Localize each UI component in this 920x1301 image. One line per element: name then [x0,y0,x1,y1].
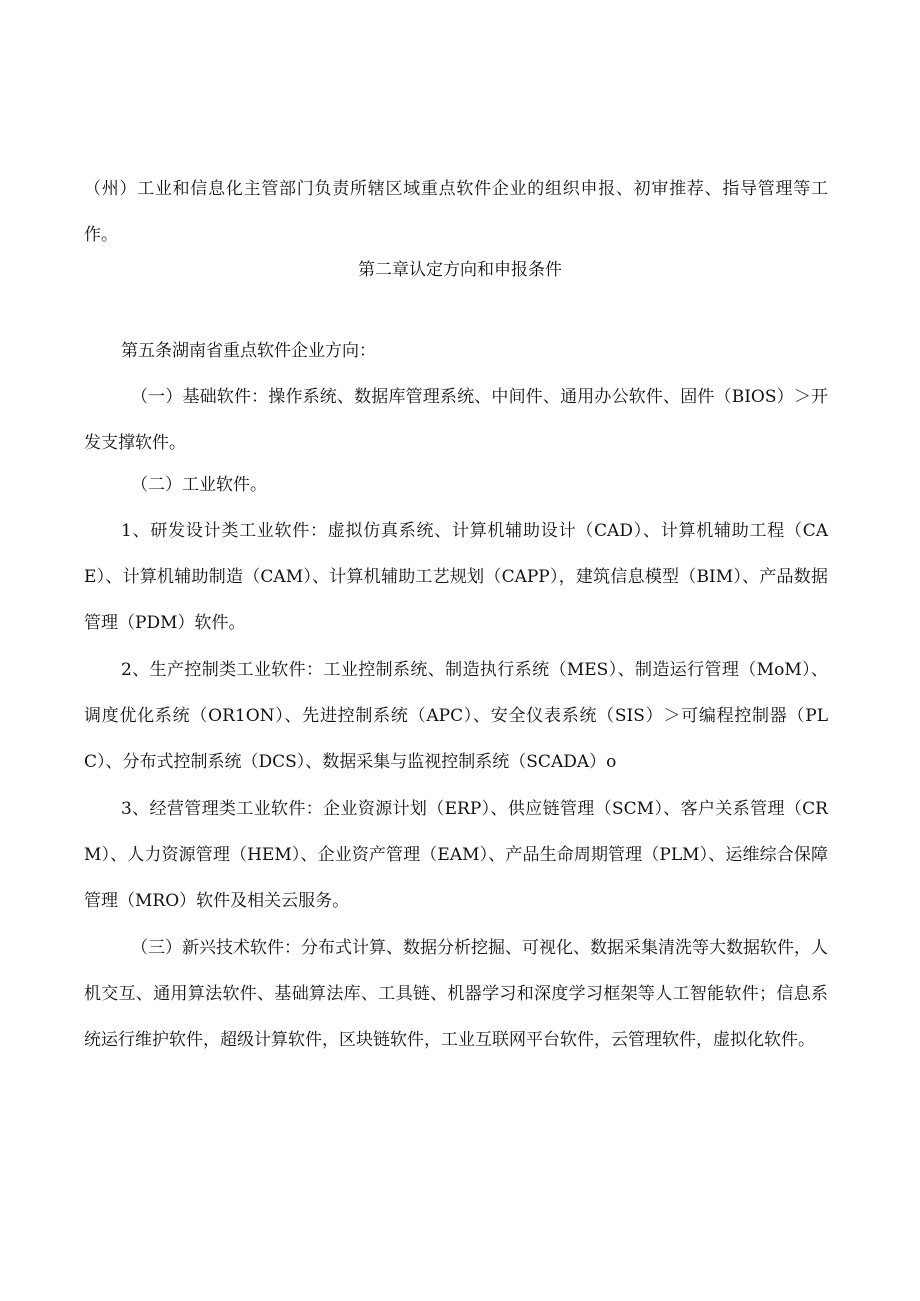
chapter-heading: 第二章认定方向和申报条件 [358,260,562,280]
item-industrial-software: （二）工业软件。 [131,475,267,495]
paragraph-responsibilities: （州）工业和信息化主管部门负责所辖区域重点软件企业的组织申报、初审推荐、指导管理等工作。 [84,179,828,245]
item-rd-design-software: 1、研发设计类工业软件：虚拟仿真系统、计算机辅助设计（CAD）、计算机辅助工程（CAE）、计算机辅助制造（CAM）、计算机辅助工艺规划（CAPP），建筑信息模型（BIM）、产品数据管理（PDM）软件。 [84,521,828,633]
item-emerging-tech-software: （三）新兴技术软件：分布式计算、数据分析挖掘、可视化、数据采集清洗等大数据软件，人机交互、通用算法软件、基础算法库、工具链、机器学习和深度学习框架等人工智能软件；信息系统运行维护软件，超级计算软件，区块链软件，工业互联网平台软件，云管理软件，虚拟化软件。 [84,938,828,1050]
item-basic-software: （一）基础软件：操作系统、数据库管理系统、中间件、通用办公软件、固件（BIOS）＞开发支撑软件。 [84,387,828,453]
article-five-title: 第五条湖南省重点软件企业方向： [121,341,376,361]
item-production-control-software: 2、生产控制类工业软件：工业控制系统、制造执行系统（MES）、制造运行管理（MoM）、调度优化系统（OR1ON）、先进控制系统（APC）、安全仪表系统（SIS）＞可编程控制器（PLC）、分布式控制系统（DCS）、数据采集与监视控制系统（SCADA）o [84,660,828,772]
item-business-management-software: 3、经营管理类工业软件：企业资源计划（ERP）、供应链管理（SCM）、客户关系管理（CRM）、人力资源管理（HEM）、企业资产管理（EAM）、产品生命周期管理（PLM）、运维综合保障管理（MRO）软件及相关云服务。 [84,799,828,911]
